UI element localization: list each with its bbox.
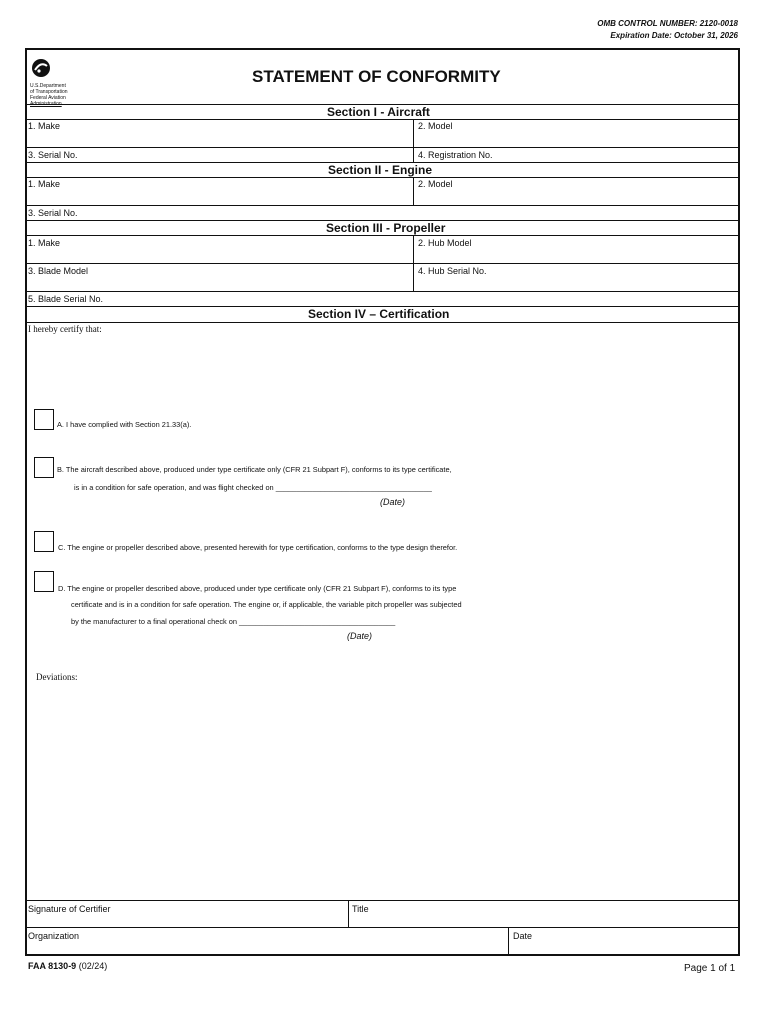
certify-intro: I hereby certify that: bbox=[28, 324, 102, 334]
rule-organization bbox=[26, 927, 739, 928]
aircraft-model-field[interactable]: 2. Model bbox=[418, 121, 453, 131]
blade-serial-field[interactable]: 5. Blade Serial No. bbox=[28, 294, 104, 304]
agency-name: U.S.Department of Transportation Federal Aviation Administration bbox=[30, 83, 68, 107]
section-3-heading: Section III - Propeller bbox=[326, 221, 446, 235]
section-1-heading: Section I - Aircraft bbox=[327, 105, 430, 119]
organization-field[interactable]: Organization bbox=[28, 931, 80, 941]
statement-b-line2: is in a condition for safe operation, and was flight checked on ______________________________________ bbox=[74, 483, 432, 492]
date-label-b: (Date) bbox=[380, 497, 406, 507]
rule-s2 bbox=[26, 177, 739, 178]
expiration-date: Expiration Date: October 31, 2026 bbox=[610, 31, 738, 40]
signature-field[interactable]: Signature of Certifier bbox=[28, 904, 111, 914]
divider-s1 bbox=[413, 119, 414, 162]
statement-d-line2: certificate and is in a condition for safe operation. The engine or, if applicable, the variable pitch propeller was subjected bbox=[71, 600, 462, 609]
propeller-make-field[interactable]: 1. Make bbox=[28, 238, 61, 248]
dot-seal-icon bbox=[30, 58, 52, 78]
aircraft-make-field[interactable]: 1. Make bbox=[28, 121, 61, 131]
checkbox-b[interactable] bbox=[34, 457, 54, 478]
section-4-heading: Section IV – Certification bbox=[308, 307, 450, 321]
form-revision: (02/24) bbox=[78, 961, 108, 971]
checkbox-a[interactable] bbox=[34, 409, 54, 430]
aircraft-serial-field[interactable]: 3. Serial No. bbox=[28, 150, 78, 160]
date-label-d: (Date) bbox=[347, 631, 373, 641]
statement-c: C. The engine or propeller described above, presented herewith for type certification, conforms to the type design therefor. bbox=[58, 543, 458, 552]
engine-serial-field[interactable]: 3. Serial No. bbox=[28, 208, 78, 218]
rule-s3-row2 bbox=[26, 291, 739, 292]
page-number: Page 1 of 1 bbox=[684, 963, 736, 974]
divider-s2 bbox=[413, 177, 414, 205]
engine-model-field[interactable]: 2. Model bbox=[418, 179, 453, 189]
divider-title bbox=[348, 900, 349, 927]
checkbox-c[interactable] bbox=[34, 531, 54, 552]
statement-d-line1: D. The engine or propeller described above, produced under type certificate only (CFR 21 Subpart F), conforms to its type bbox=[58, 584, 457, 593]
omb-number: OMB CONTROL NUMBER: 2120-0018 bbox=[597, 19, 738, 28]
rule-s1-row1 bbox=[26, 147, 739, 148]
omb-header bbox=[597, 18, 738, 42]
statement-d-line3: by the manufacturer to a final operational check on ______________________________________ bbox=[71, 617, 396, 626]
rule-signature bbox=[26, 900, 739, 901]
blade-model-field[interactable]: 3. Blade Model bbox=[28, 266, 89, 276]
divider-s3 bbox=[413, 235, 414, 291]
rule-s2-row1 bbox=[26, 205, 739, 206]
agency-logo bbox=[30, 58, 68, 107]
engine-make-field[interactable]: 1. Make bbox=[28, 179, 61, 189]
divider-date bbox=[508, 927, 509, 955]
form-id bbox=[28, 961, 107, 971]
form-number: FAA 8130-9 bbox=[28, 961, 77, 971]
rule-s3 bbox=[26, 235, 739, 236]
statement-a: A. I have complied with Section 21.33(a). bbox=[57, 420, 192, 429]
date-field[interactable]: Date bbox=[513, 931, 533, 941]
title-field[interactable]: Title bbox=[352, 904, 369, 914]
hub-serial-field[interactable]: 4. Hub Serial No. bbox=[418, 266, 487, 276]
statement-b-line1: B. The aircraft described above, produced under type certificate only (CFR 21 Subpart F), conforms to its type certificate, bbox=[57, 465, 452, 474]
aircraft-registration-field[interactable]: 4. Registration No. bbox=[418, 150, 493, 160]
hub-model-field[interactable]: 2. Hub Model bbox=[418, 238, 472, 248]
deviations-field[interactable] bbox=[30, 688, 730, 893]
checkbox-d[interactable] bbox=[34, 571, 54, 592]
form-title: STATEMENT OF CONFORMITY bbox=[252, 67, 501, 86]
rule-s3-row1 bbox=[26, 263, 739, 264]
deviations-label: Deviations: bbox=[36, 672, 78, 682]
section-2-heading: Section II - Engine bbox=[328, 163, 433, 177]
rule-s1 bbox=[26, 119, 739, 120]
rule-s4 bbox=[26, 322, 739, 323]
